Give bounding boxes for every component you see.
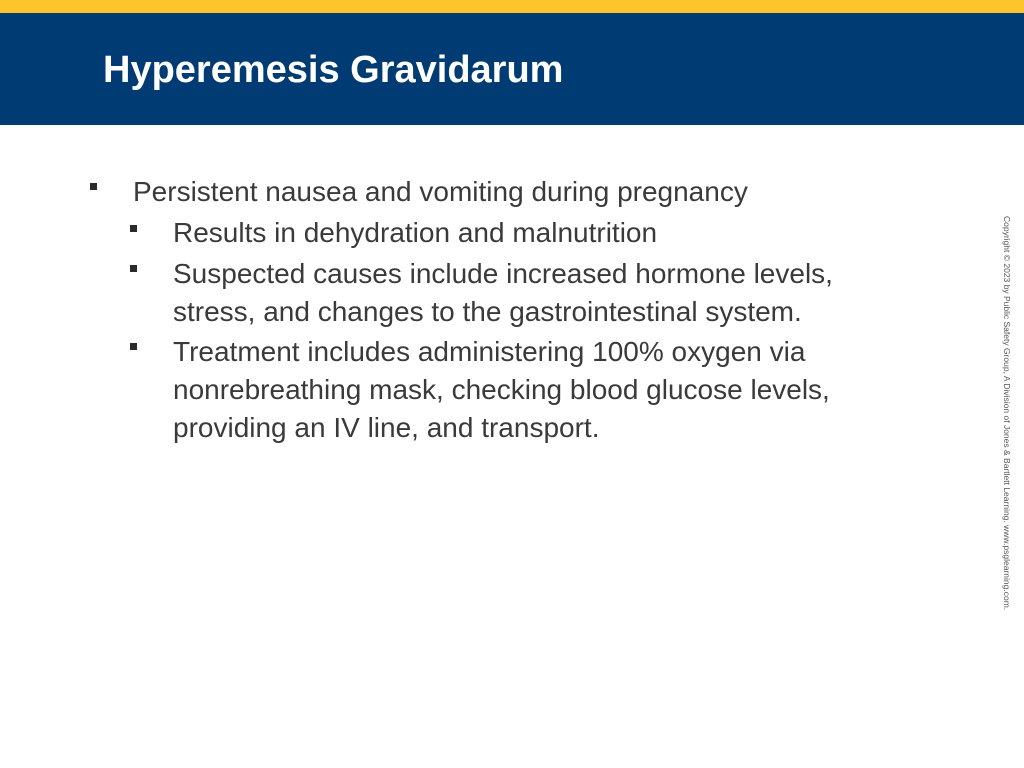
square-bullet-icon [130, 343, 137, 350]
sub-bullet-text: Suspected causes include increased hormone levels, [173, 258, 833, 289]
bullet-text: Persistent nausea and vomiting during pregnancy [133, 176, 748, 207]
slide-title: Hyperemesis Gravidarum [103, 49, 564, 91]
sub-bullet-text: Results in dehydration and malnutrition [173, 217, 658, 248]
sub-bullet-text: Treatment includes administering 100% oxygen via [173, 336, 806, 367]
sub-bullet-text: stress, and changes to the gastrointestinal system. [173, 296, 802, 327]
sub-bullet-text: nonrebreathing mask, checking blood glucose levels, [173, 374, 830, 405]
copyright-notice: Copyright © 2023 by Public Safety Group, A Division of Jones & Bartlett Learning. www.psglearning.com. [1002, 216, 1012, 611]
square-bullet-icon [90, 183, 97, 190]
square-bullet-icon [130, 225, 137, 232]
sub-bullet-text: providing an IV line, and transport. [173, 412, 600, 443]
square-bullet-icon [130, 265, 137, 272]
